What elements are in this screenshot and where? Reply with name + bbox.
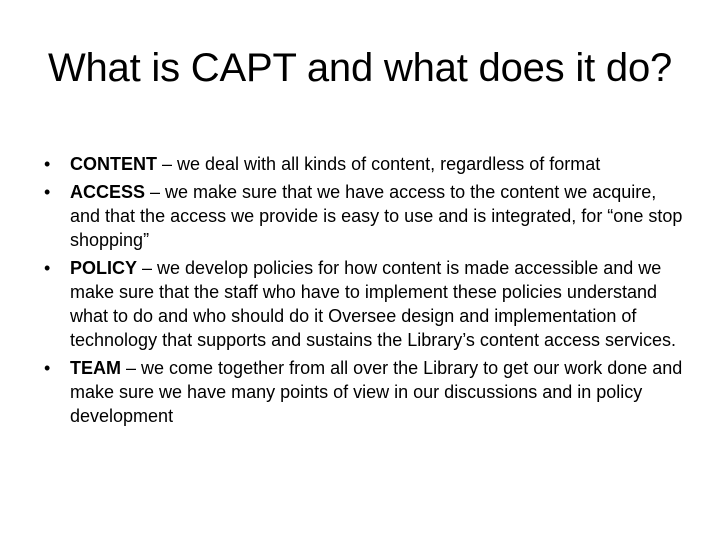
bullet-item-content xyxy=(44,152,684,176)
slide-title: What is CAPT and what does it do? xyxy=(47,46,673,90)
bullet-term: TEAM xyxy=(70,358,121,378)
bullet-item-team xyxy=(44,356,684,428)
bullet-text: – we make sure that we have access to the content we acquire, and that the access we provide is easy to use and is integrated, for “one stop shopping” xyxy=(70,182,683,250)
bullet-icon: • xyxy=(44,154,51,174)
bullet-icon: • xyxy=(44,358,51,378)
bullet-text: – we deal with all kinds of content, regardless of format xyxy=(157,154,601,174)
bullet-term: ACCESS xyxy=(70,182,146,202)
bullet-icon: • xyxy=(44,182,51,202)
bullet-term: POLICY xyxy=(70,258,138,278)
bullet-text: – we come together from all over the Library to get our work done and make sure we have many points of view in our discussions and in policy development xyxy=(70,358,683,426)
bullet-icon: • xyxy=(44,258,51,278)
bullet-item-policy xyxy=(44,256,684,352)
bullet-item-access xyxy=(44,180,684,252)
bullet-text: – we develop policies for how content is made accessible and we make sure that the staff who have to implement these policies understand what to do and who should do it Oversee design and implementation of technology that supports and sustains the Library’s content access services. xyxy=(70,258,676,350)
bullet-list xyxy=(44,152,684,432)
bullet-term: CONTENT xyxy=(70,154,157,174)
